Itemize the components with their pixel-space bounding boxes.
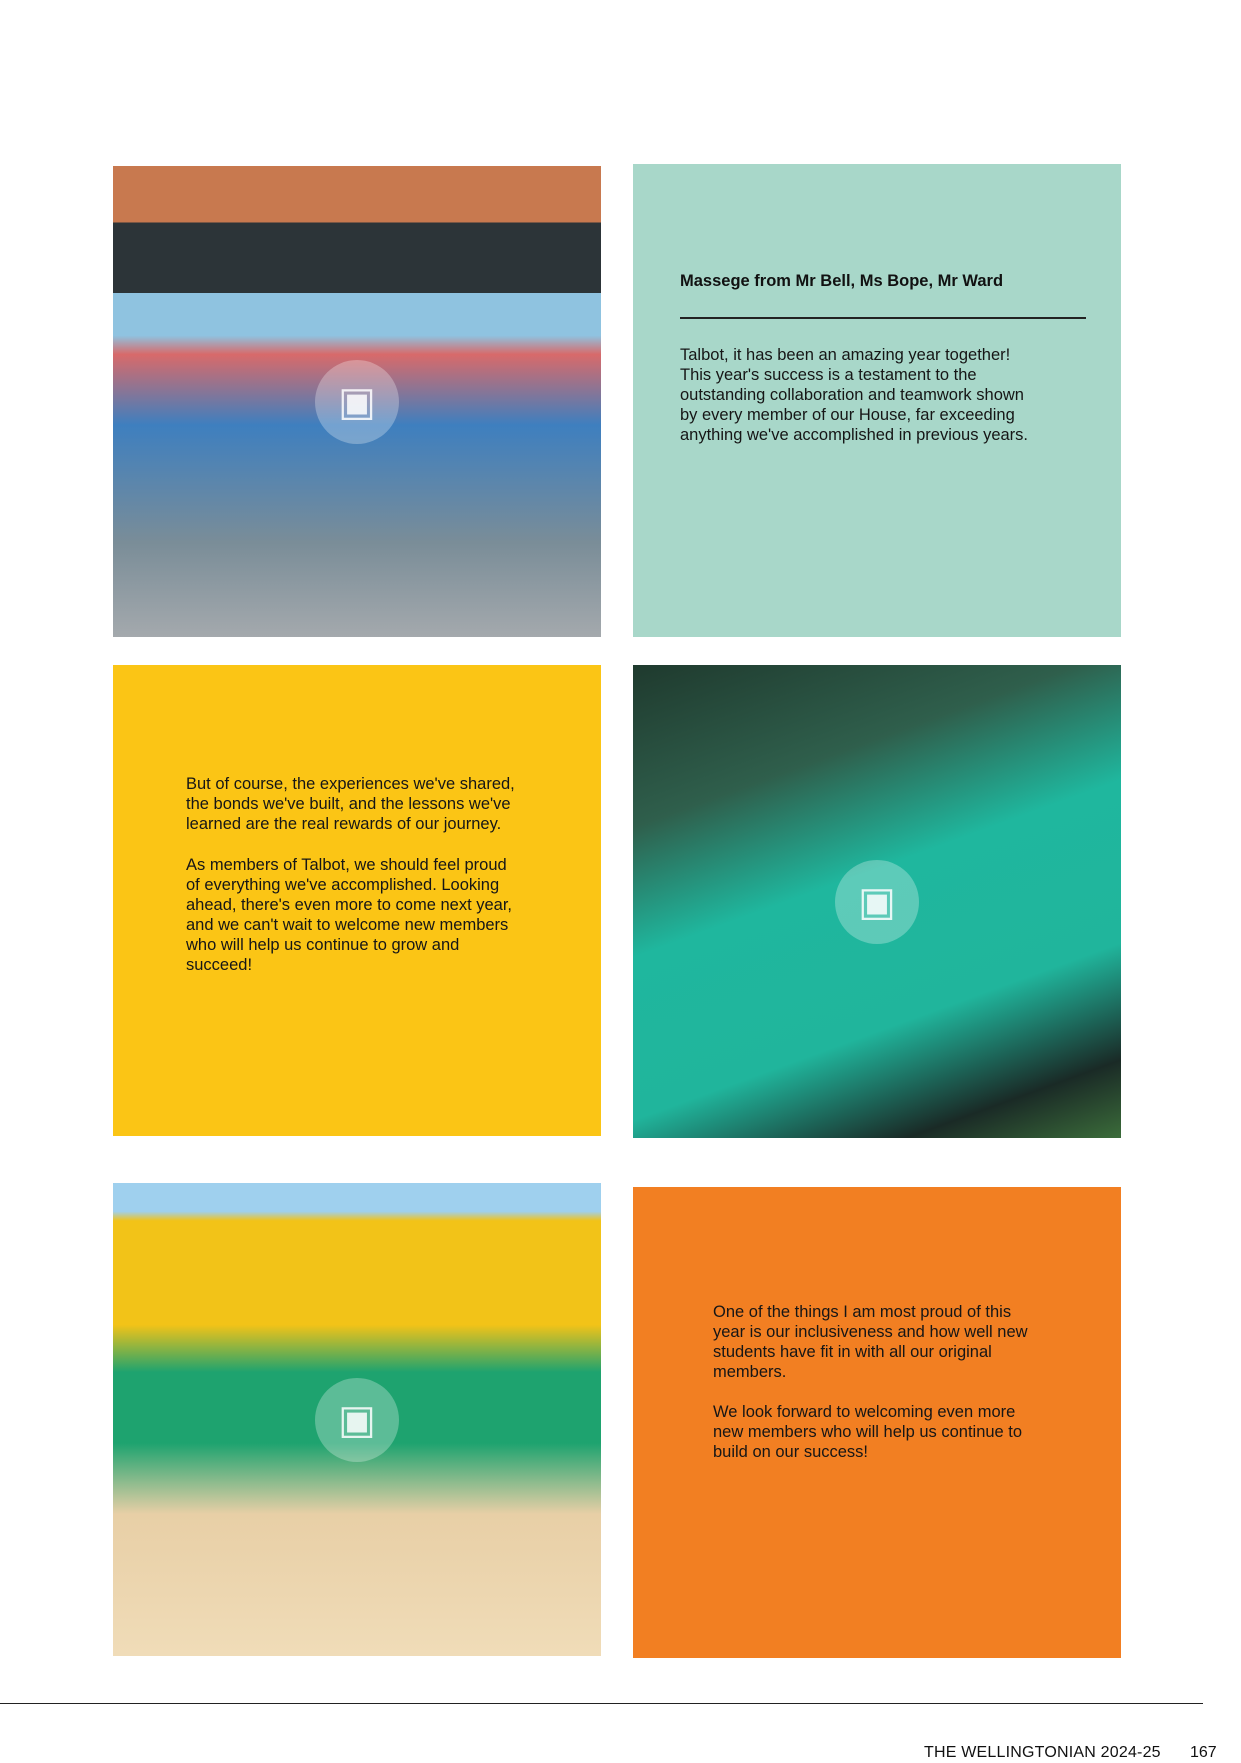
photo-icon: ▣ [835,860,919,944]
reflection-paragraph-1: But of course, the experiences we've shared, the bonds we've built, and the lessons we've learned are the real rewards of our journey. [186,775,515,833]
footer-divider [0,1703,1203,1704]
photo-icon: ▣ [315,360,399,444]
message-panel [633,164,1121,637]
inclusiveness-panel [633,1187,1121,1658]
reflection-paragraph-2: As members of Talbot, we should feel proud of everything we've accomplished. Looking ahead, there's even more to come next year, and we can't wait to welcome new members who will help us continue to grow and succeed! [186,856,513,974]
message-body: Talbot, it has been an amazing year together! This year's success is a testament to the outstanding collaboration and teamwork shown by every member of our House, far exceeding anything we've accomplished in previous years. [680,346,1028,444]
heading-divider [680,317,1086,319]
gym-students-photo [113,1183,601,1656]
inclusiveness-paragraph-2: We look forward to welcoming even more new members who will help us continue to build on our success! [713,1403,1023,1461]
message-heading: Massege from Mr Bell, Ms Bope, Mr Ward [680,272,1004,290]
reflection-panel [113,665,601,1136]
group-photo-hawaiian-shirts [113,166,601,637]
publication-title: THE WELLINGTONIAN 2024-25 [924,1744,1161,1761]
tug-of-war-photo [633,665,1121,1138]
page-number: 167 [1190,1744,1217,1761]
inclusiveness-paragraph-1: One of the things I am most proud of this year is our inclusiveness and how well new students have fit in with all our original members. [713,1303,1028,1381]
photo-icon: ▣ [315,1378,399,1462]
